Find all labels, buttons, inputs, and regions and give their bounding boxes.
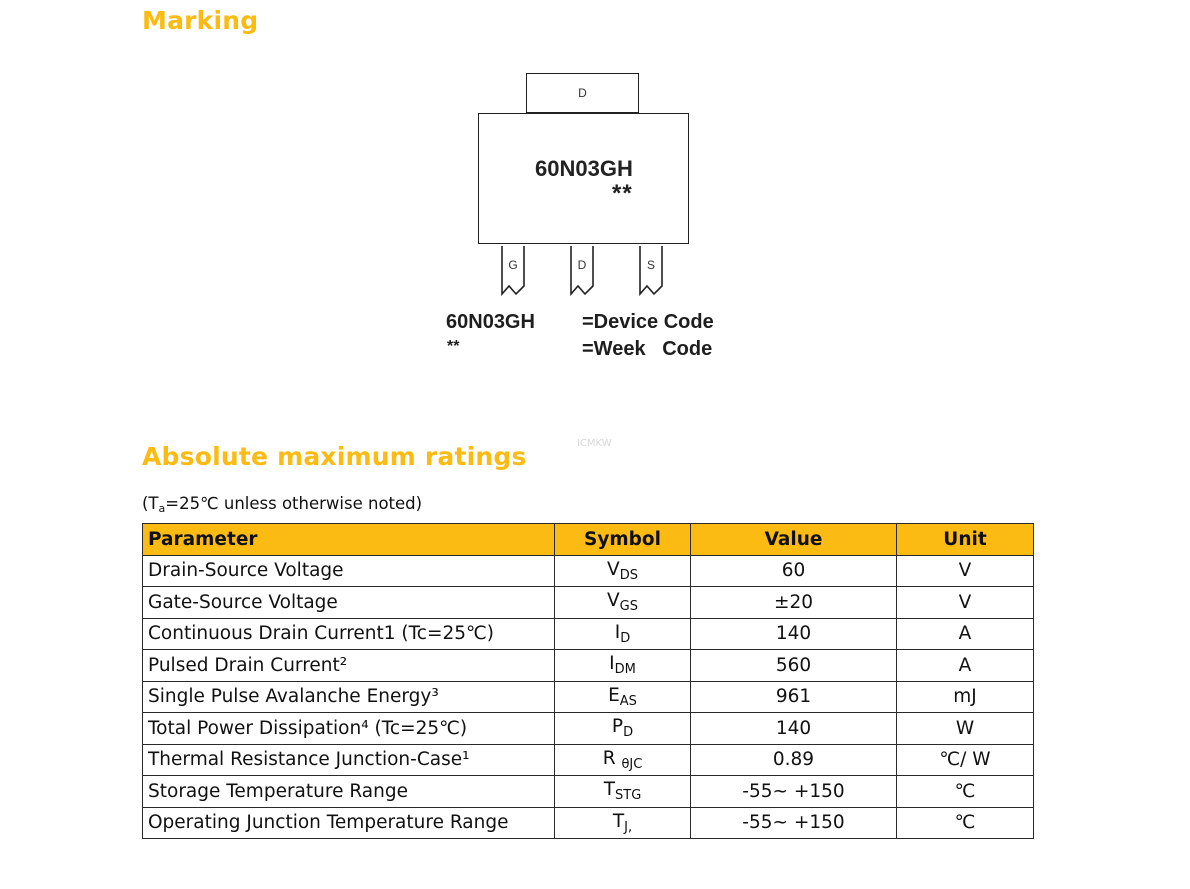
symbol-subscript: DS bbox=[619, 567, 638, 583]
legend-device-code-desc: =Device Code bbox=[582, 311, 714, 333]
pin-source-label: S bbox=[646, 258, 655, 272]
cell-unit: V bbox=[897, 587, 1034, 619]
table-body bbox=[143, 555, 1034, 839]
cell-parameter: Pulsed Drain Current² bbox=[143, 650, 555, 682]
table-row bbox=[143, 744, 1034, 776]
symbol-subscript: D bbox=[620, 630, 631, 646]
table-row bbox=[143, 650, 1034, 682]
cell-parameter: Operating Junction Temperature Range bbox=[143, 807, 555, 839]
table-row bbox=[143, 776, 1034, 808]
pin-drain bbox=[569, 246, 595, 298]
symbol-main: I bbox=[614, 621, 621, 643]
symbol-subscript: θJC bbox=[621, 756, 643, 772]
cell-unit: V bbox=[897, 555, 1034, 587]
symbol-subscript: AS bbox=[619, 693, 637, 709]
cell-value: 140 bbox=[691, 713, 897, 745]
symbol-subscript: DM bbox=[614, 662, 636, 678]
symbol-subscript: J, bbox=[624, 819, 633, 835]
cell-unit: ℃/ W bbox=[897, 744, 1034, 776]
symbol-main: T bbox=[612, 810, 625, 832]
pin-source bbox=[638, 246, 664, 298]
symbol-main: V bbox=[607, 590, 620, 612]
table-row bbox=[143, 713, 1034, 745]
package-device-code: 60N03GH bbox=[535, 156, 633, 181]
package-body bbox=[478, 113, 689, 244]
condition-suffix: =25℃ unless otherwise noted) bbox=[165, 494, 423, 513]
pin-drain-label: D bbox=[577, 258, 587, 272]
cell-unit: W bbox=[897, 713, 1034, 745]
test-condition-note bbox=[142, 494, 422, 515]
cell-symbol bbox=[555, 681, 691, 713]
cell-symbol bbox=[555, 650, 691, 682]
symbol-subscript: STG bbox=[615, 788, 642, 804]
marking-section-title: Marking bbox=[142, 6, 259, 35]
legend-device-code-key: 60N03GH bbox=[446, 311, 535, 333]
cell-unit: A bbox=[897, 650, 1034, 682]
ratings-section-title: Absolute maximum ratings bbox=[142, 442, 527, 471]
symbol-subscript: GS bbox=[619, 599, 638, 615]
cell-value: -55~ +150 bbox=[691, 807, 897, 839]
symbol-main: I bbox=[609, 653, 615, 675]
package-drain-tab bbox=[526, 73, 639, 113]
cell-parameter: Single Pulse Avalanche Energy³ bbox=[143, 681, 555, 713]
symbol-main: P bbox=[611, 716, 624, 738]
symbol-main: T bbox=[603, 779, 616, 801]
cell-parameter: Gate-Source Voltage bbox=[143, 587, 555, 619]
legend-week-code-key: ** bbox=[447, 338, 460, 355]
cell-symbol bbox=[555, 744, 691, 776]
cell-value: -55~ +150 bbox=[691, 776, 897, 808]
cell-symbol bbox=[555, 713, 691, 745]
symbol-main: E bbox=[608, 684, 620, 706]
watermark: ICMKW bbox=[577, 438, 612, 449]
table-header-row bbox=[143, 524, 1034, 556]
cell-symbol bbox=[555, 555, 691, 587]
cell-symbol bbox=[555, 618, 691, 650]
header-parameter: Parameter bbox=[143, 524, 555, 556]
tab-drain-label: D bbox=[578, 86, 587, 100]
cell-value: 140 bbox=[691, 618, 897, 650]
cell-value: 961 bbox=[691, 681, 897, 713]
cell-value: 60 bbox=[691, 555, 897, 587]
cell-value: 560 bbox=[691, 650, 897, 682]
cell-symbol bbox=[555, 587, 691, 619]
table-row bbox=[143, 807, 1034, 839]
header-value: Value bbox=[691, 524, 897, 556]
header-unit: Unit bbox=[897, 524, 1034, 556]
cell-symbol bbox=[555, 776, 691, 808]
package-week-code: ** bbox=[612, 180, 633, 207]
cell-value: ±20 bbox=[691, 587, 897, 619]
pin-gate-label: G bbox=[508, 258, 518, 272]
table-row bbox=[143, 555, 1034, 587]
cell-symbol bbox=[555, 807, 691, 839]
cell-unit: A bbox=[897, 618, 1034, 650]
cell-unit: ℃ bbox=[897, 776, 1034, 808]
cell-unit: ℃ bbox=[897, 807, 1034, 839]
table-row bbox=[143, 681, 1034, 713]
cell-parameter: Thermal Resistance Junction-Case¹ bbox=[143, 744, 555, 776]
cell-parameter: Storage Temperature Range bbox=[143, 776, 555, 808]
header-symbol: Symbol bbox=[555, 524, 691, 556]
cell-unit: mJ bbox=[897, 681, 1034, 713]
cell-parameter: Total Power Dissipation⁴ (Tc=25℃) bbox=[143, 713, 555, 745]
condition-subscript: a bbox=[158, 502, 166, 515]
symbol-main: V bbox=[607, 558, 620, 580]
absolute-max-ratings-table bbox=[142, 523, 1034, 839]
cell-parameter: Continuous Drain Current1 (Tc=25℃) bbox=[143, 618, 555, 650]
cell-value: 0.89 bbox=[691, 744, 897, 776]
condition-prefix: (T bbox=[142, 494, 159, 513]
cell-parameter: Drain-Source Voltage bbox=[143, 555, 555, 587]
table-row bbox=[143, 618, 1034, 650]
package-marking-diagram bbox=[470, 65, 700, 305]
table-row bbox=[143, 587, 1034, 619]
legend-week-code-desc: =Week Code bbox=[582, 338, 713, 360]
symbol-subscript: D bbox=[623, 725, 634, 741]
symbol-main: R bbox=[602, 747, 622, 769]
pin-gate bbox=[500, 246, 526, 298]
